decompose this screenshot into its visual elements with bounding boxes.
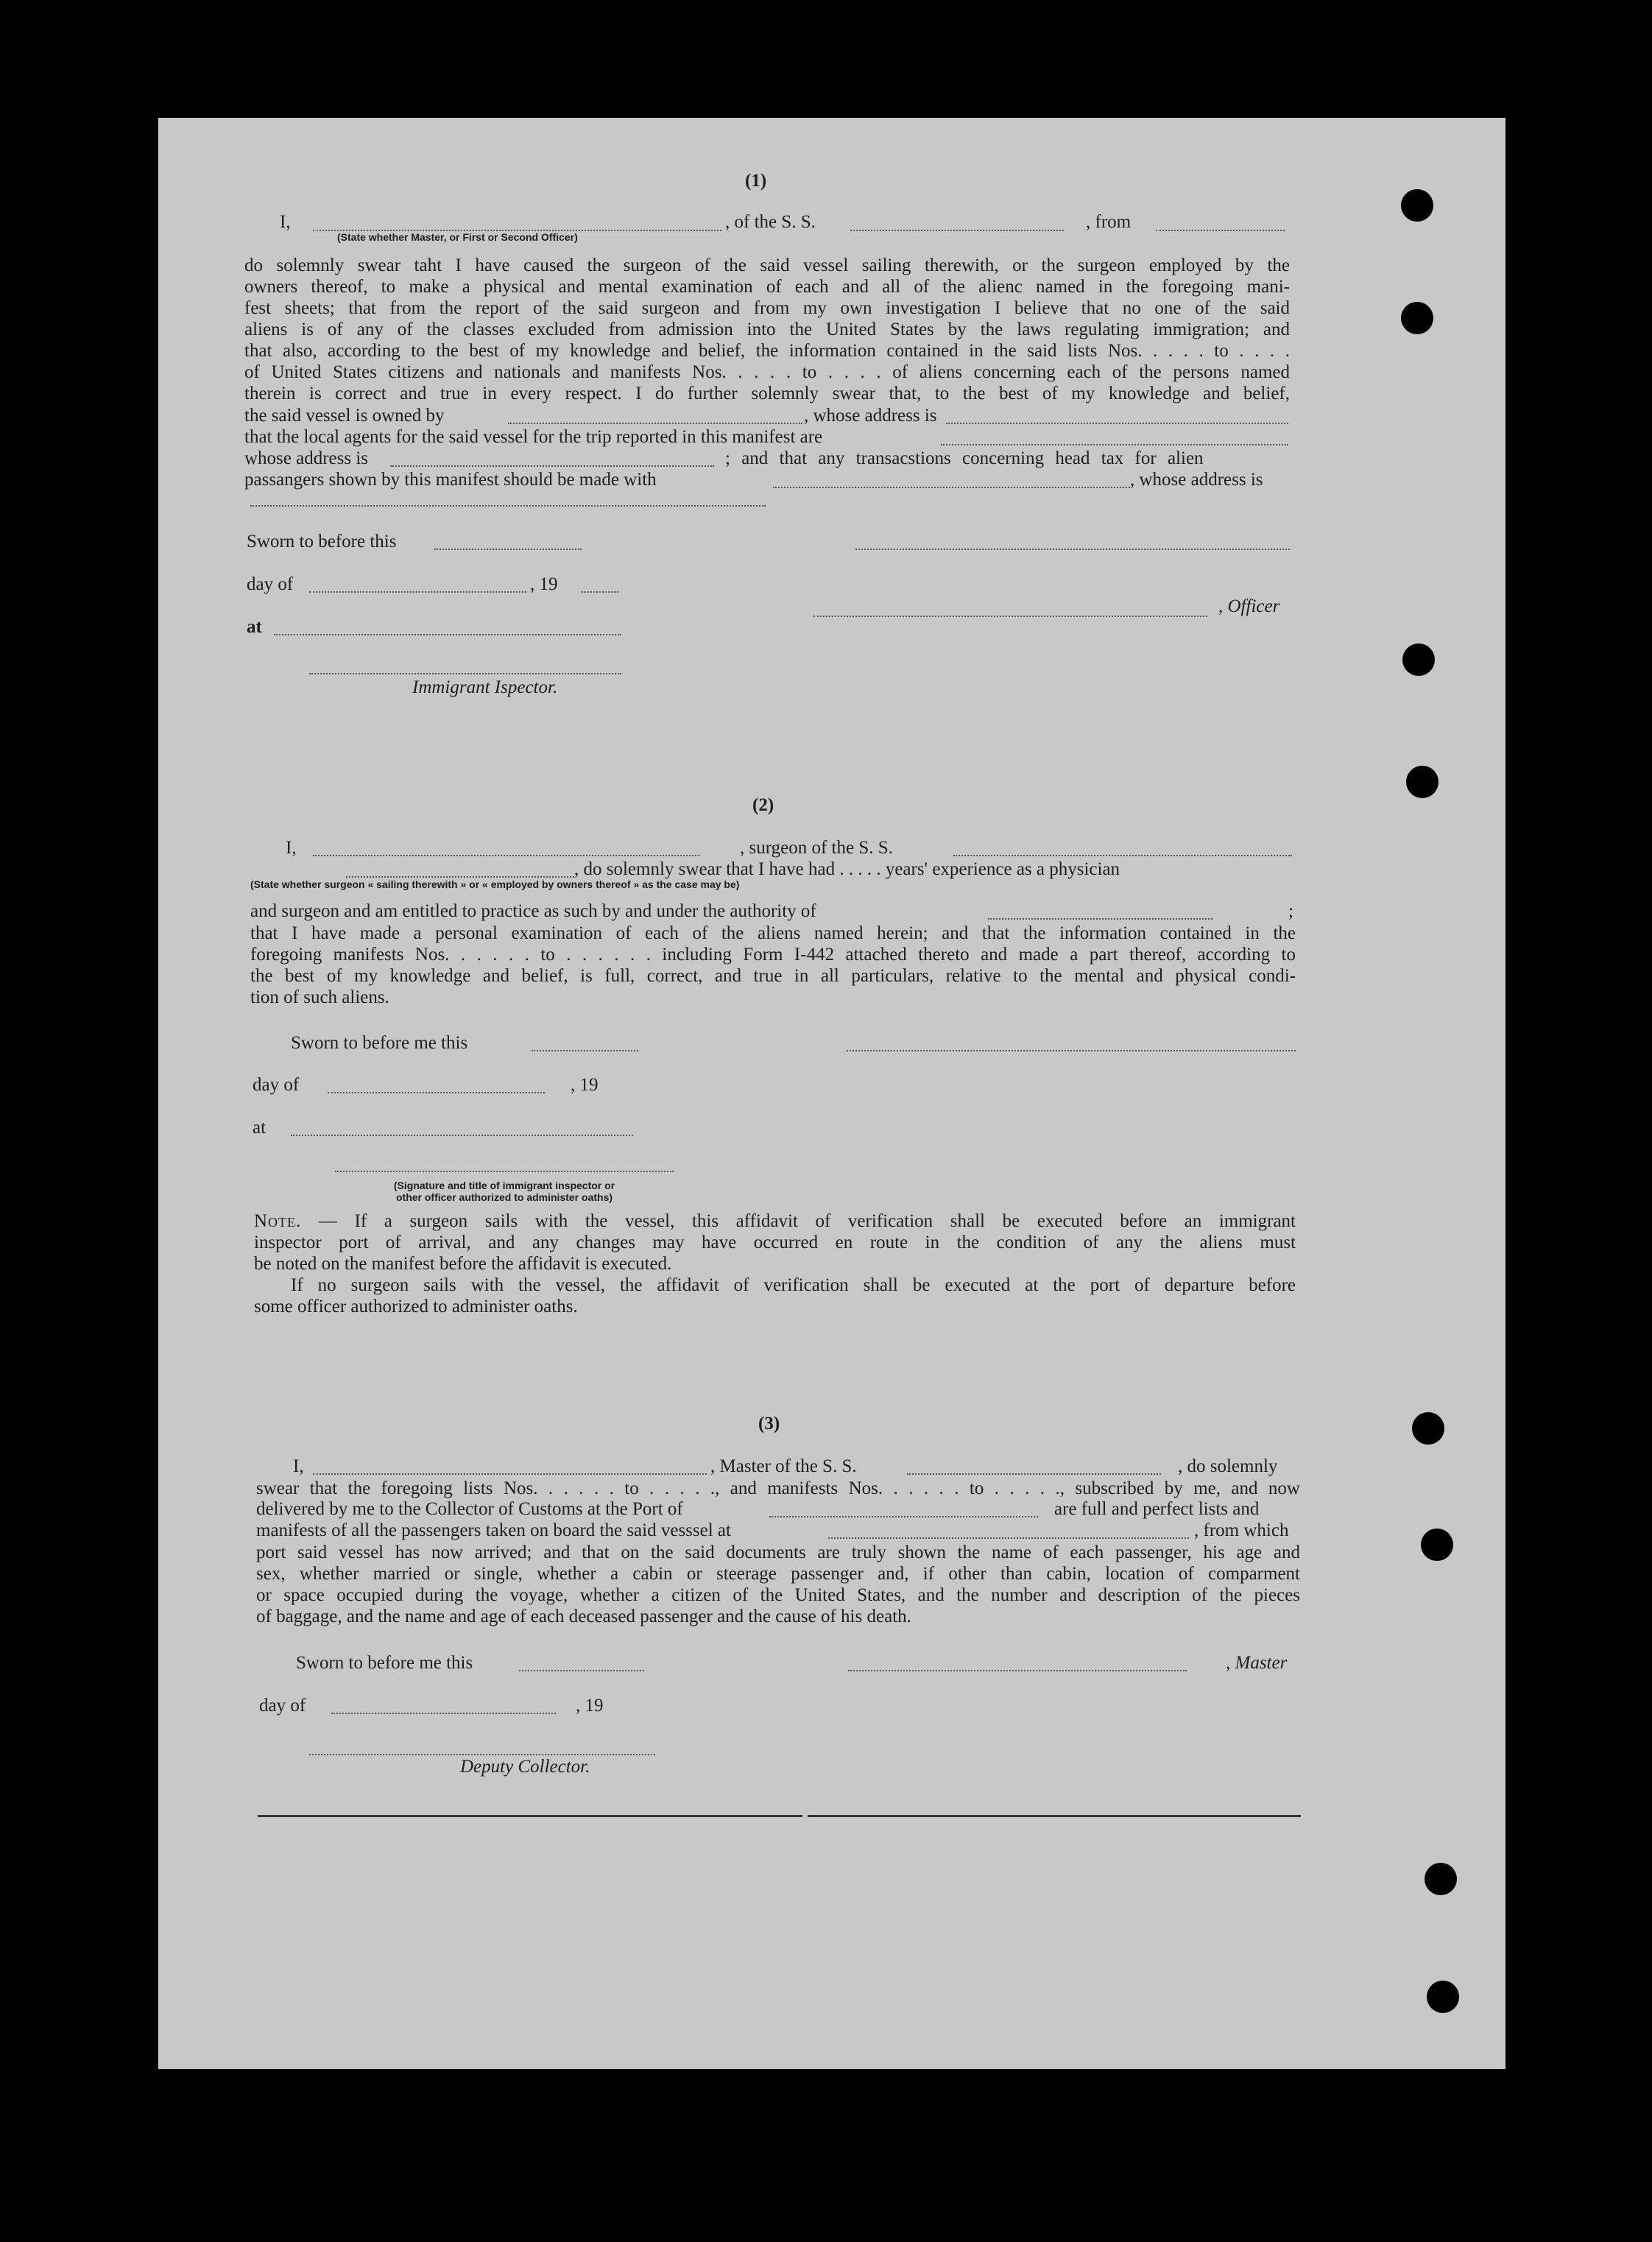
surgeon-name-field[interactable] — [313, 855, 699, 856]
from-label: , from — [1086, 212, 1132, 232]
body-line: port said vessel has now arrived; and that on the said documents are truly shown the name of each passenger, his age and — [256, 1543, 1300, 1562]
master-name-field[interactable] — [313, 1473, 707, 1475]
body-line: that I have made a personal examination of each of the aliens named herein; and that the information contained in the — [250, 923, 1296, 943]
local-agents-label: that the local agents for the said vessel for the trip reported in this manifest are — [244, 427, 823, 447]
collector-line: delivered by me to the Collector of Customs at the Port of — [256, 1499, 683, 1519]
of-the-ss-label: , of the S. S. — [725, 212, 816, 232]
punch-hole — [1402, 644, 1435, 676]
owned-by-label: the said vessel is owned by — [244, 406, 445, 426]
officer-name-field[interactable] — [813, 616, 1207, 617]
note-line: be noted on the manifest before the affidavit is executed. — [254, 1254, 672, 1274]
owner-address-label: , whose address is — [804, 406, 937, 426]
port-field[interactable] — [769, 1516, 1038, 1517]
punch-hole — [1406, 766, 1439, 798]
sworn-label: Sworn to before this — [247, 532, 397, 551]
at-field[interactable] — [274, 634, 621, 635]
signature-caption — [335, 1180, 674, 1203]
section-1-number: (1) — [745, 171, 767, 191]
head-tax-contact-field[interactable] — [773, 487, 1130, 488]
sworn-me-label: Sworn to before me this — [296, 1653, 473, 1673]
agents-address-field[interactable] — [390, 465, 714, 467]
authority-field[interactable] — [988, 918, 1212, 920]
surgeon-signature-field[interactable] — [847, 1050, 1296, 1051]
body-line: do solemnly swear taht I have caused the surgeon of the said vessel sailing therewith, or the surgeon employed by the — [244, 255, 1290, 275]
from-which-label: , from which — [1194, 1520, 1289, 1540]
day-of-field[interactable] — [309, 591, 526, 593]
section-3-line-1 — [256, 1478, 1300, 1499]
section-1-body — [244, 255, 1290, 404]
year-label: , 19 — [576, 1696, 604, 1716]
master-label: , Master — [1226, 1653, 1288, 1673]
day-of-field[interactable] — [328, 1092, 545, 1093]
from-port-field[interactable] — [1156, 230, 1285, 231]
surgeon-of-ss-label: , surgeon of the S. S. — [740, 838, 893, 858]
section-3-body — [256, 1542, 1300, 1627]
year-label: , 19 — [571, 1075, 599, 1095]
note-text: — If a surgeon sails with the vessel, this affidavit of verification shall be executed before an immigrant — [301, 1211, 1296, 1231]
deputy-signature-field[interactable] — [309, 1754, 655, 1755]
section-3-i: I, — [293, 1456, 304, 1476]
officer-caption: (State whether Master, or First or Second Officer) — [337, 231, 578, 243]
local-agents-field[interactable] — [941, 444, 1288, 445]
experience-line: , do solemnly swear that I have had . . . . . years' experience as a physician — [574, 859, 1120, 879]
surgeon-ship-field[interactable] — [953, 855, 1292, 856]
body-line: aliens is of any of the classes excluded from admission into the United States by the laws regulating immigration; and — [244, 320, 1290, 339]
passengers-line: passangers shown by this manifest should be made with — [244, 470, 657, 490]
note-paragraph — [254, 1210, 1296, 1275]
body-line: sex, whether married or single, whether a cabin or steerage passenger and, if other than cabin, location of comparment — [256, 1564, 1300, 1584]
owner-address-field[interactable] — [946, 423, 1288, 424]
inspector-label: Immigrant Ispector. — [412, 677, 558, 697]
whose-address-end: , whose address is — [1130, 470, 1263, 490]
sworn-me-label: Sworn to before me this — [291, 1033, 468, 1053]
master-of-ss-label: , Master of the S. S. — [710, 1456, 857, 1476]
day-of-label: day of — [247, 574, 294, 594]
agents-address-label: whose address is — [244, 448, 369, 468]
day-of-label: day of — [253, 1075, 300, 1095]
signature-caption-line: (Signature and title of immigrant inspector or — [393, 1180, 615, 1191]
punch-hole — [1401, 189, 1433, 222]
year-field[interactable] — [582, 591, 618, 593]
semicolon: ; — [1288, 901, 1293, 921]
sworn-date-field[interactable] — [434, 549, 582, 550]
master-ship-field[interactable] — [907, 1473, 1161, 1475]
surgeon-caption: (State whether surgeon « sailing therewith » or « employed by owners thereof » as the case may be) — [250, 878, 740, 890]
master-signature-field[interactable] — [848, 1670, 1187, 1671]
body-line: or space occupied during the voyage, whether a citizen of the United States, and the number and description of the pieces — [256, 1585, 1300, 1605]
punch-hole — [1401, 302, 1433, 334]
sworn-date-field[interactable] — [532, 1050, 638, 1051]
at-label: at — [247, 617, 262, 637]
head-tax-text: ; and that any transacstions concerning head tax for alien — [725, 448, 1204, 468]
body-line: tion of such aliens. — [250, 987, 389, 1007]
punch-hole — [1425, 1863, 1457, 1895]
day-of-field[interactable] — [331, 1713, 556, 1714]
inspector-signature-field[interactable] — [309, 673, 621, 674]
body-line: of United States citizens and nationals and manifests Nos. . . . . to . . . . of aliens concerning each of the persons named — [244, 362, 1290, 382]
contact-address-field[interactable] — [250, 505, 766, 507]
note-line: inspector port of arrival, and any changes may have occurred en route in the condition of any the aliens must — [254, 1233, 1296, 1252]
punch-hole — [1412, 1412, 1444, 1445]
section-1-i: I, — [280, 212, 291, 232]
sworn-date-field[interactable] — [519, 1670, 644, 1671]
body-line: of baggage, and the name and age of each deceased passenger and the cause of his death. — [256, 1607, 911, 1626]
body-line: owners thereof, to make a physical and mental examination of each and all of the alienc named in the foregoing mani- — [244, 277, 1290, 297]
section-2-body — [250, 923, 1296, 1008]
note-line: some officer authorized to administer oaths. — [254, 1297, 578, 1316]
punch-hole — [1421, 1529, 1453, 1561]
body-line: therein is correct and true in every respect. I do further solemnly swear that, to the best of my knowledge and belief, — [244, 384, 1290, 403]
surgeon-status-field[interactable] — [346, 876, 574, 878]
manifests-line: manifests of all the passengers taken on board the said vesssel at — [256, 1520, 731, 1540]
signature-caption-line: other officer authorized to administer oaths) — [395, 1191, 613, 1203]
body-line: the best of my knowledge and belief, is full, correct, and true in all particulars, relative to the mental and physical condi- — [250, 966, 1296, 986]
body-line: foregoing manifests Nos. . . . . . to . . . . . . including Form I-442 attached thereto and made a part thereof, according to — [250, 945, 1296, 965]
practice-label: and surgeon and am entitled to practice as such by and under the authority of — [250, 901, 816, 921]
officer-label: , Officer — [1218, 596, 1280, 616]
note-line: If no surgeon sails with the vessel, the affidavit of verification shall be executed at the port of departure before — [291, 1275, 1296, 1295]
note-line-1 — [254, 1210, 1296, 1232]
do-solemnly-label: , do solemnly — [1178, 1456, 1278, 1476]
at-field[interactable] — [291, 1135, 633, 1136]
at-label: at — [253, 1118, 266, 1138]
section-3-number: (3) — [758, 1414, 780, 1434]
note2-paragraph — [254, 1275, 1296, 1317]
inspector-signature-field[interactable] — [335, 1171, 674, 1172]
punch-hole — [1427, 1981, 1459, 2013]
day-of-label: day of — [259, 1696, 306, 1716]
section-2-i: I, — [286, 838, 297, 858]
year-label: , 19 — [530, 574, 558, 594]
full-lists-label: are full and perfect lists and — [1054, 1499, 1260, 1519]
embark-port-field[interactable] — [828, 1537, 1189, 1539]
officer-signature-field[interactable] — [855, 549, 1290, 550]
body-line: swear that the foregoing lists Nos. . . . . . to . . . . ., and manifests Nos. . . . . . to . . . . ., subscribed by me, and now — [256, 1478, 1300, 1498]
owner-field[interactable] — [508, 423, 802, 424]
body-line: that also, according to the best of my knowledge and belief, the information contained in the said lists Nos. . . . . to . . . . — [244, 341, 1290, 361]
section-2-number: (2) — [752, 795, 774, 815]
deputy-label: Deputy Collector. — [460, 1757, 590, 1777]
bottom-rule-right — [808, 1815, 1301, 1817]
bottom-rule-left — [258, 1815, 802, 1817]
note-label: Note. — [254, 1211, 302, 1231]
body-line: fest sheets; that from the report of the said surgeon and from my own investigation I believe that no one of the said — [244, 298, 1290, 318]
ship-name-field[interactable] — [850, 230, 1064, 231]
